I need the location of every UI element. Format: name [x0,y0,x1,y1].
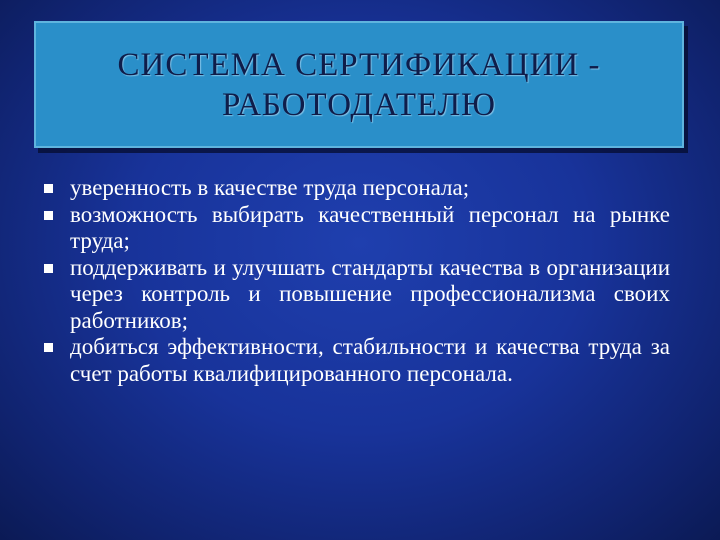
square-bullet-icon [44,184,53,193]
square-bullet-icon [44,211,53,220]
title-line-1: СИСТЕМА СЕРТИФИКАЦИИ - [117,46,601,83]
bullet-item [44,255,670,335]
bullet-item [44,175,670,202]
bullet-item [44,334,670,387]
title-line-2: РАБОТОДАТЕЛЮ [221,86,497,123]
bullet-text: возможность выбирать качественный персонал на рынке труда; [70,201,670,253]
bullet-text: добиться эффективности, стабильности и качества труда за счет работы квалифицированного персонала. [70,334,670,386]
bullet-text: уверенность в качестве труда персонала; [70,175,470,200]
title-box [34,21,684,148]
square-bullet-icon [44,264,53,273]
bullet-list [44,175,670,387]
bullet-item [44,202,670,255]
bullet-text: поддерживать и улучшать стандарты качества в организации через контроль и повышение профессионализма своих работников; [70,254,670,333]
square-bullet-icon [44,343,53,352]
